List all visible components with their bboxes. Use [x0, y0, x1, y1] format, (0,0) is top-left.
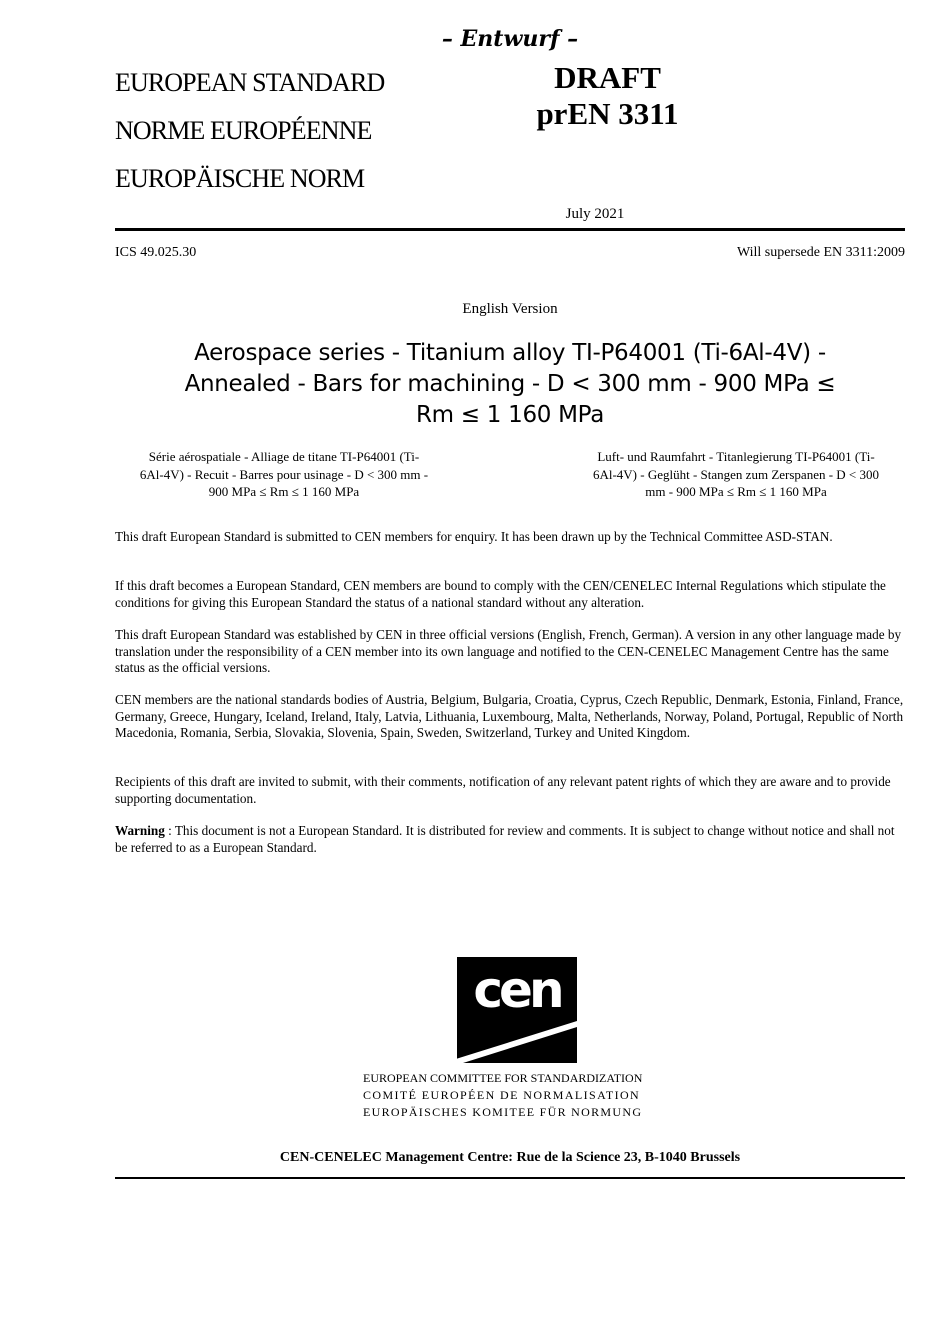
main-title-line: Annealed - Bars for machining - D < 300 mm - 900 MPa ≤: [184, 371, 836, 397]
main-title-line: Aerospace series - Titanium alloy TI-P64001 (Ti-6Al-4V) -: [194, 340, 826, 366]
paragraph-patents: Recipients of this draft are invited to submit, with their comments, notification of any relevant patent rights of which they are aware and to provide supporting documentation.: [115, 774, 891, 806]
header-rule: [115, 228, 905, 231]
french-title: [114, 448, 454, 501]
footer-rule: [115, 1177, 905, 1179]
org-name-fr: COMITÉ EUROPÉEN DE NORMALISATION: [363, 1088, 641, 1102]
french-title-line: 6Al-4V) - Recuit - Barres pour usinage - D < 300 mm -: [139, 466, 429, 482]
french-title-line: Série aérospatiale - Alliage de titane TI-P64001 (Ti-: [148, 449, 420, 464]
ics-code: ICS 49.025.30: [115, 245, 197, 260]
warning-text: : This document is not a European Standard. It is distributed for review and comments. It is subject to change without notice and shall not be referred to as a European Standard.: [115, 823, 895, 855]
warning-paragraph: [115, 823, 910, 856]
paragraph-versions: This draft European Standard was established by CEN in three official versions (English, French, German). A version in any other language made by translation under the responsibility of a CEN member into its own language and notified to the CEN-CENELEC Management Centre has the same status as the official versions.: [115, 627, 902, 676]
warning-label: Warning: [115, 823, 165, 838]
publication-date: July 2021: [565, 206, 625, 222]
draft-label: DRAFT: [554, 60, 661, 95]
standard-title-en: EUROPEAN STANDARD: [115, 68, 385, 97]
german-title-line: mm - 900 MPa ≤ Rm ≤ 1 160 MPa: [645, 484, 827, 499]
german-title-line: Luft- und Raumfahrt - Titanlegierung TI-P64001 (Ti-: [597, 449, 875, 464]
draft-block: [520, 60, 695, 132]
paragraph-submission: This draft European Standard is submitted to CEN members for enquiry. It has been drawn up by the Technical Committee ASD-STAN.: [115, 529, 833, 544]
cen-logo-text: cen: [473, 961, 561, 1019]
main-title-line: Rm ≤ 1 160 MPa: [415, 402, 604, 428]
management-centre-address: CEN-CENELEC Management Centre: Rue de la Science 23, B-1040 Brussels: [279, 1150, 741, 1165]
document-number: prEN 3311: [536, 96, 679, 131]
german-title: [566, 448, 906, 501]
cen-logo-icon: [457, 957, 577, 1063]
version-label: English Version: [462, 301, 558, 317]
paragraph-members: CEN members are the national standards bodies of Austria, Belgium, Bulgaria, Croatia, Cyprus, Czech Republic, Denmark, Estonia, Finland, France, Germany, Greece, Hungary, Iceland, Ireland, Italy, Latvia, Lithuania, Luxembourg, Malta, Netherlands, Norway, Poland, Portugal, Republic of North Macedonia, Romania, Serbia, Slovakia, Slovenia, Spain, Sweden, Switzerland, Turkey and United Kingdom.: [115, 692, 904, 741]
main-title: [150, 338, 870, 431]
standard-title-fr: NORME EUROPÉENNE: [115, 116, 372, 145]
entwurf-label: – Entwurf –: [441, 26, 579, 52]
supersede-note: Will supersede EN 3311:2009: [736, 245, 905, 260]
french-title-line: 900 MPa ≤ Rm ≤ 1 160 MPa: [208, 484, 360, 499]
german-title-line: 6Al-4V) - Geglüht - Stangen zum Zerspanen - D < 300: [592, 466, 880, 482]
paragraph-compliance: If this draft becomes a European Standard, CEN members are bound to comply with the CEN/CENELEC Internal Regulations which stipulate the conditions for giving this European Standard the status of a national standard without any alteration.: [115, 578, 886, 610]
org-name-en: EUROPEAN COMMITTEE FOR STANDARDIZATION: [363, 1071, 643, 1085]
org-name-de: EUROPÄISCHES KOMITEE FÜR NORMUNG: [363, 1105, 643, 1119]
standard-title-de: EUROPÄISCHE NORM: [115, 164, 365, 193]
